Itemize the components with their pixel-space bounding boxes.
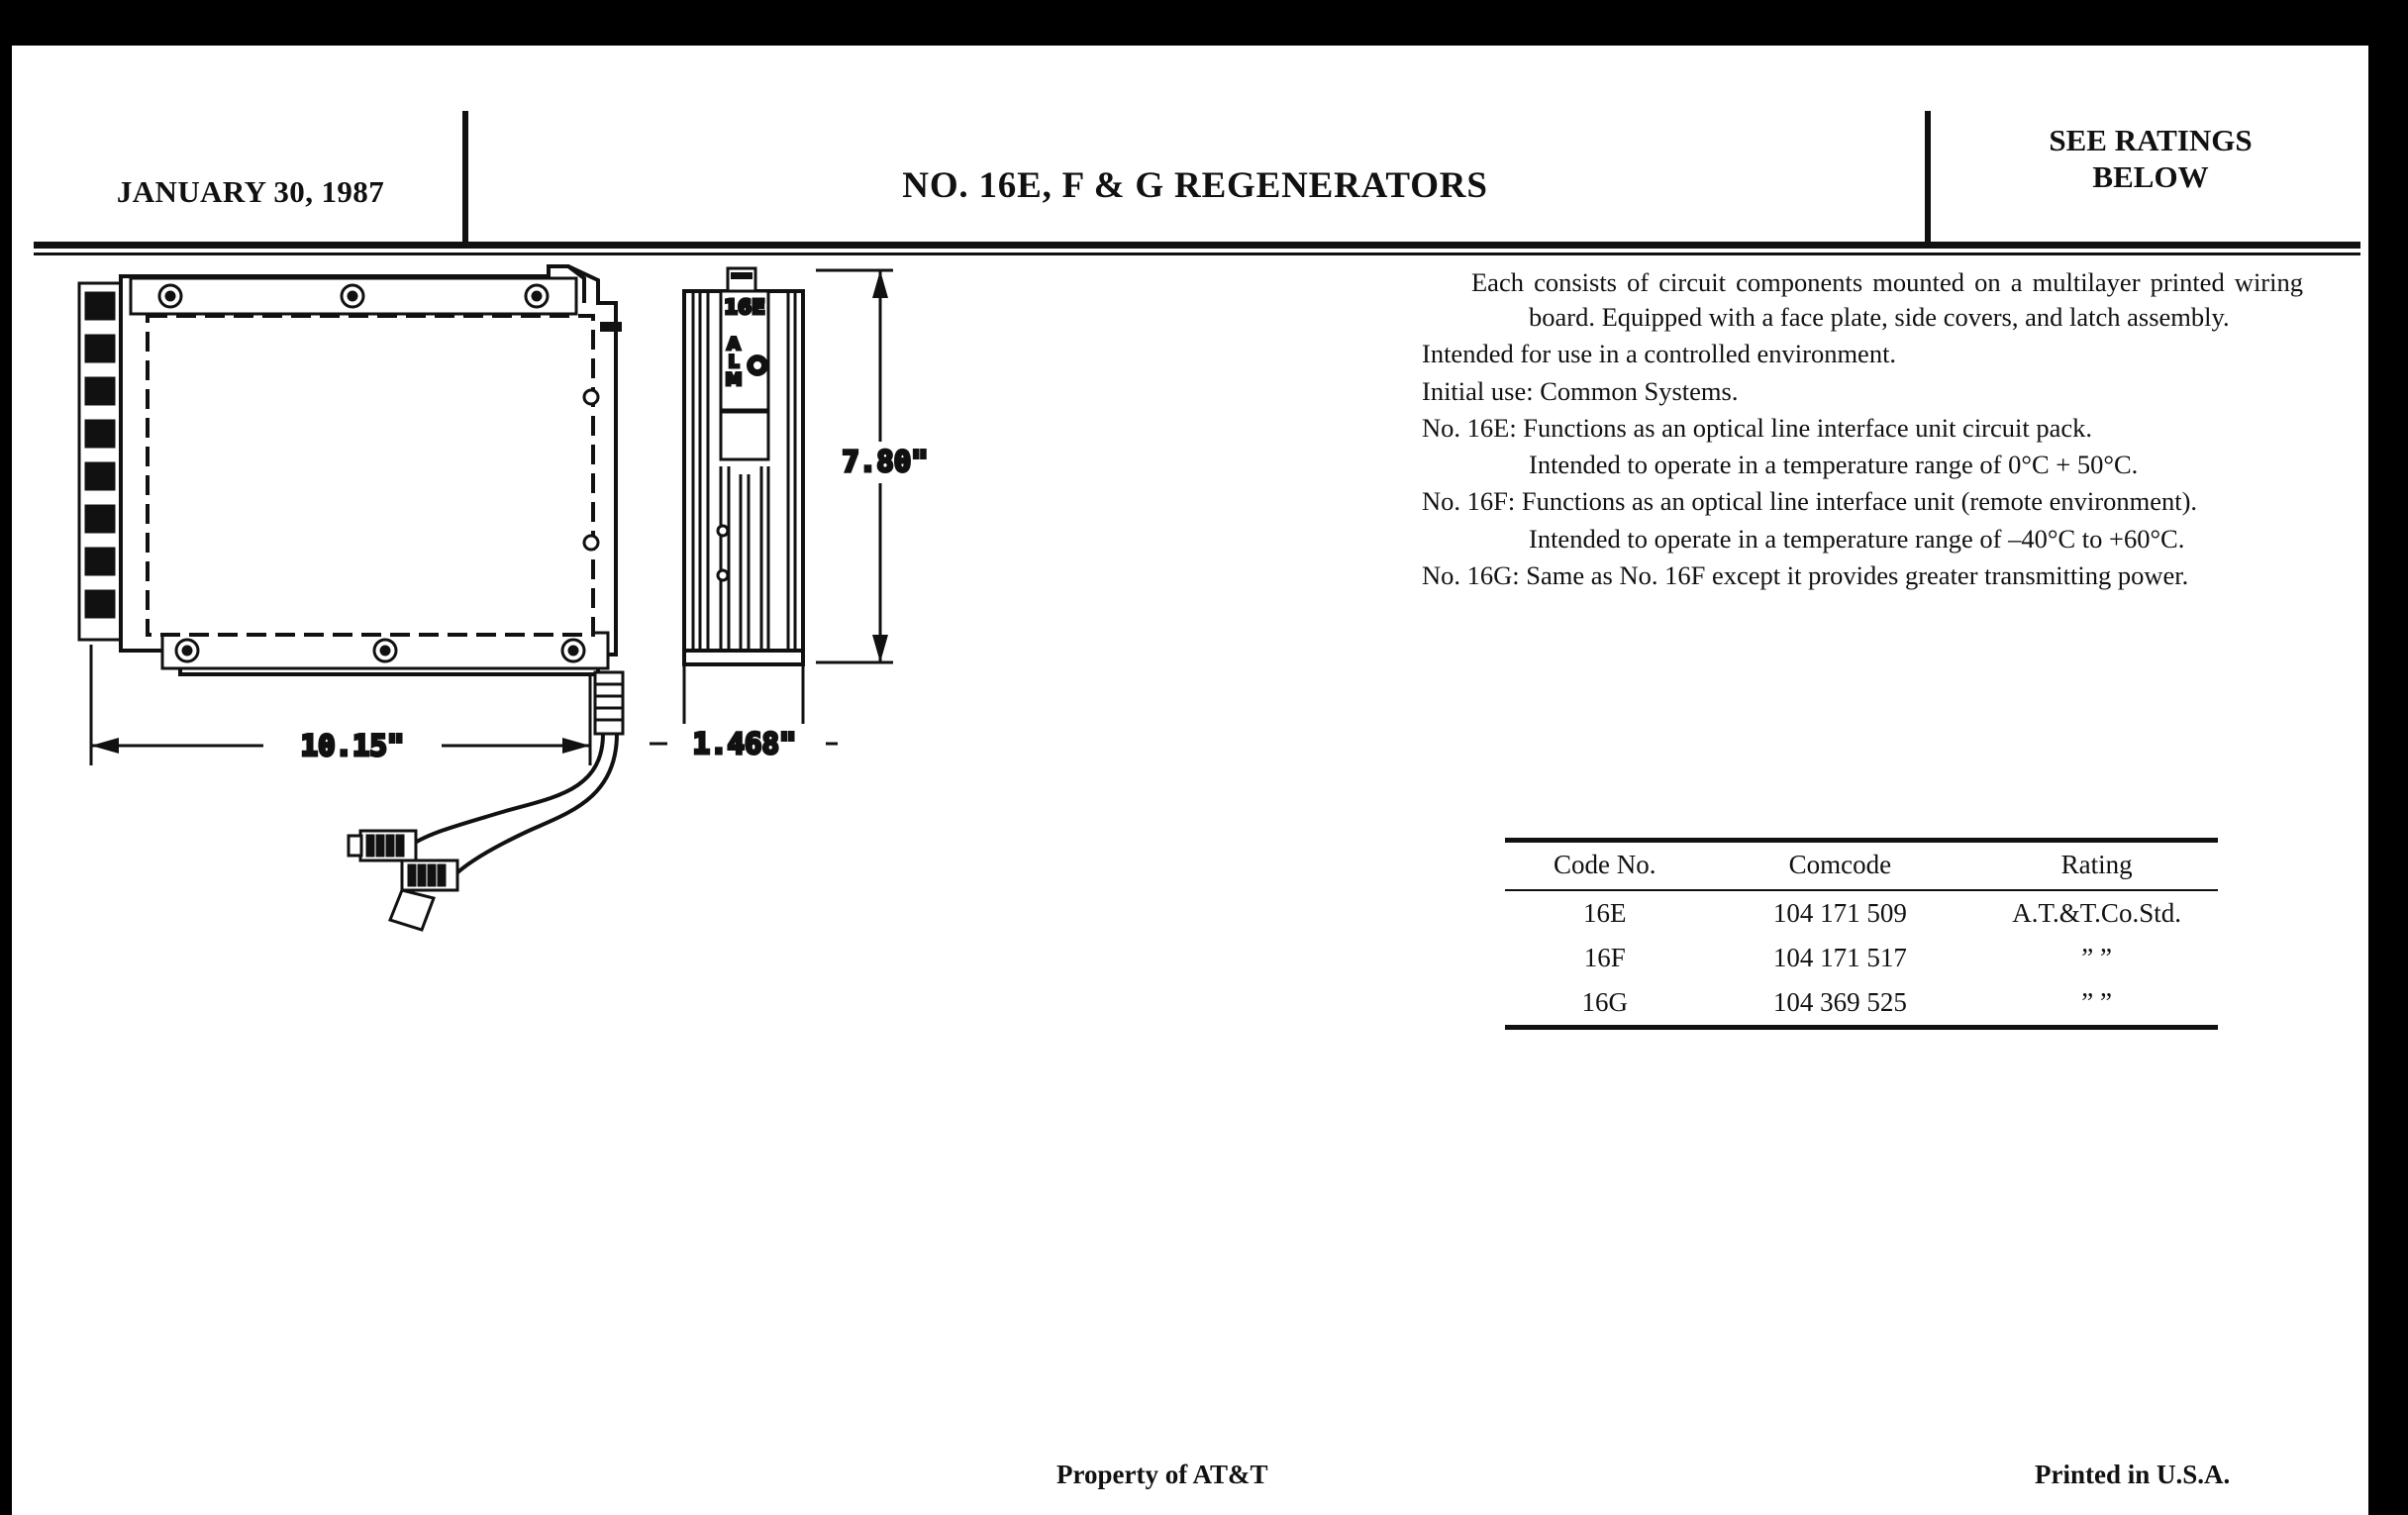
cell-rating: ” ” (2081, 943, 2112, 972)
ratings-note (1943, 123, 2358, 195)
edge-hole-1 (584, 390, 598, 404)
alm-label-l: L (728, 353, 740, 372)
column-header-comcode: Comcode (1788, 850, 1892, 879)
description-paragraph: Intended to operate in a temperature range of 0°C + 50°C. (1529, 450, 2139, 480)
table-row (1505, 980, 2218, 1025)
faceplate-hole-2 (718, 570, 728, 580)
column-header-code: Code No. (1554, 850, 1656, 879)
alm-label-a: A (727, 335, 741, 354)
fiber-connector-2 (390, 860, 457, 930)
board-dashed-area (148, 316, 593, 635)
description-paragraph: Intended to operate in a temperature range of –40°C to +60°C. (1529, 523, 2185, 554)
ratings-table (1505, 838, 2218, 1030)
screw-top-1 (159, 285, 181, 307)
description-paragraph: No. 16E: Functions as an optical line interface unit circuit pack. (1422, 412, 2093, 443)
ratings-note-line1: SEE RATINGS (2049, 123, 2253, 157)
cell-comcode: 104 171 509 (1772, 898, 1907, 928)
cell-code: 16F (1583, 943, 1626, 972)
alm-label-m: M (725, 370, 743, 390)
screw-bottom-3 (562, 640, 584, 661)
header-rule-thick (34, 242, 2360, 249)
table-header-row (1505, 843, 2218, 889)
header-rule-thin (34, 252, 2360, 255)
screw-top-2 (342, 285, 363, 307)
fiber-pigtail (349, 672, 623, 930)
table-row (1505, 936, 2218, 980)
description-block (1422, 265, 2303, 595)
document-sheet (12, 46, 2368, 1515)
description-paragraph: Initial use: Common Systems. (1422, 375, 1739, 406)
cell-comcode: 104 369 525 (1772, 987, 1907, 1017)
cell-code: 16E (1583, 898, 1627, 928)
column-header-rating: Rating (2060, 850, 2133, 879)
faceplate-front-view (684, 268, 803, 664)
dimension-thickness-label: 1.468" (692, 727, 797, 760)
cell-comcode: 104 171 517 (1772, 943, 1907, 972)
description-paragraph: Each consists of circuit components mounted on a multilayer printed wiring board. Equipped with a face plate, side covers, and latch assembly. (1471, 267, 2303, 333)
description-paragraph: No. 16F: Functions as an optical line interface unit (remote environment). (1422, 486, 2198, 517)
footer-property: Property of AT&T (1056, 1460, 1268, 1489)
page-title: NO. 16E, F & G REGENERATORS (902, 165, 1488, 206)
edge-tab (600, 322, 622, 332)
edge-hole-2 (584, 536, 598, 550)
dimension-height-label: 7.80" (842, 445, 929, 478)
faceplate-hole-1 (718, 526, 728, 536)
description-paragraph: Intended for use in a controlled environment. (1422, 339, 1897, 369)
screw-bottom-2 (374, 640, 396, 661)
table-rule-bottom (1505, 1025, 2218, 1030)
header-divider-left (462, 111, 468, 242)
screw-top-3 (526, 285, 548, 307)
technical-drawing (34, 258, 1410, 1268)
fiber-connector-1 (349, 831, 416, 860)
table-row (1505, 891, 2218, 936)
description-paragraph: No. 16G: Same as No. 16F except it provides greater transmitting power. (1422, 559, 2189, 590)
ratings-note-line2: BELOW (2092, 158, 2209, 194)
faceplate-code-label: 16E (724, 295, 765, 319)
cell-code: 16G (1581, 987, 1629, 1017)
header-divider-right (1925, 111, 1931, 242)
faceplate-strip (79, 283, 121, 640)
document-date: JANUARY 30, 1987 (116, 174, 385, 209)
dimension-width-label: 10.15" (300, 729, 405, 762)
footer-printed: Printed in U.S.A. (2035, 1460, 2231, 1489)
dimension-thickness (650, 664, 838, 765)
screw-bottom-1 (176, 640, 198, 661)
cell-rating: ” ” (2081, 987, 2112, 1017)
cell-rating: A.T.&T.Co.Std. (2012, 898, 2181, 928)
dimension-height (816, 270, 954, 662)
